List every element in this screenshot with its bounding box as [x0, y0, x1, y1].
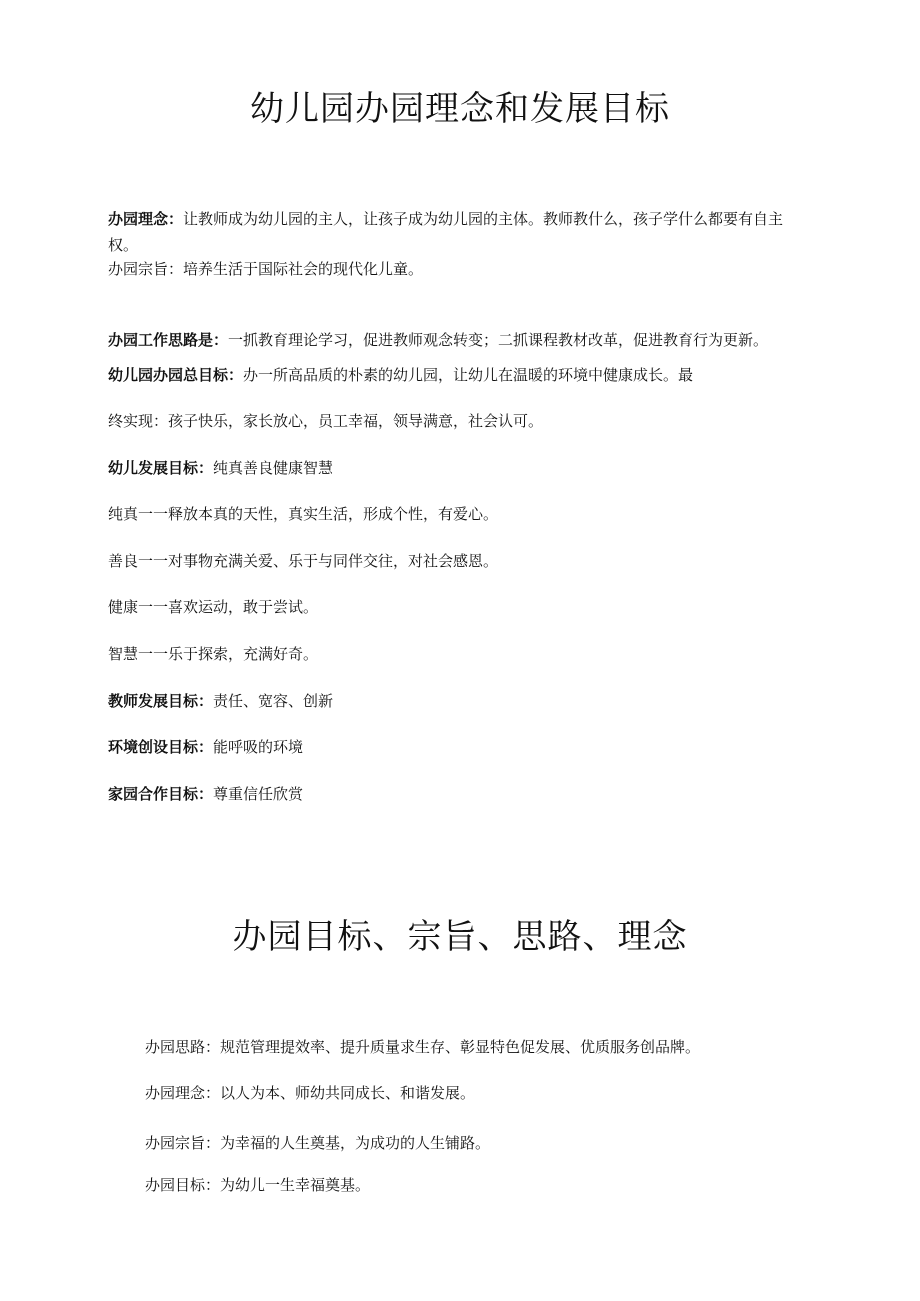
purpose-label: 办园宗旨： [108, 260, 184, 278]
pure-line: 纯真一一释放本真的天性，真实生活，形成个性，有爱心。 [108, 505, 499, 523]
child-goal-label: 幼儿发展目标： [108, 459, 214, 477]
child-goal-text: 纯真善良健康智慧 [213, 459, 334, 477]
purpose-text: 培养生活于国际社会的现代化儿童。 [183, 260, 424, 278]
home-goal-text: 尊重信任欣赏 [213, 785, 304, 803]
environment-goal-text: 能呼吸的环境 [213, 738, 304, 756]
purpose-line-2: 办园宗旨：为幸福的人生奠基，为成功的人生铺路。 [145, 1134, 491, 1152]
philosophy-paragraph [108, 206, 812, 258]
overall-goal-paragraph [108, 362, 812, 388]
wise-line: 智慧一一乐于探索，充满好奇。 [108, 645, 319, 663]
approach-paragraph [108, 327, 812, 353]
overall-goal-continuation: 终实现：孩子快乐，家长放心，员工幸福，领导满意，社会认可。 [108, 412, 544, 430]
kind-line: 善良一一对事物充满关爱、乐于与同伴交往，对社会感恩。 [108, 552, 499, 570]
environment-goal-paragraph [108, 734, 812, 760]
purpose-paragraph [108, 256, 812, 282]
approach-label: 办园工作思路是： [108, 331, 229, 349]
environment-goal-label: 环境创设目标： [108, 738, 214, 756]
philosophy-line-2: 办园理念：以人为本、师幼共同成长、和谐发展。 [145, 1084, 476, 1102]
overall-goal-text: 办一所高品质的朴素的幼儿园，让幼儿在温暖的环境中健康成长。最 [243, 366, 694, 384]
teacher-goal-paragraph [108, 688, 812, 714]
page-title: 幼儿园办园理念和发展目标 [250, 89, 670, 129]
goal-line-2: 办园目标：为幼儿一生幸福奠基。 [145, 1176, 371, 1194]
philosophy-label: 办园理念： [108, 210, 184, 228]
child-goal-paragraph [108, 455, 812, 481]
teacher-goal-label: 教师发展目标： [108, 692, 214, 710]
overall-goal-label: 幼儿园办园总目标： [108, 366, 244, 384]
home-goal-label: 家园合作目标： [108, 785, 214, 803]
teacher-goal-text: 责任、宽容、创新 [213, 692, 334, 710]
section-title: 办园目标、宗旨、思路、理念 [232, 917, 688, 957]
approach-line-2: 办园思路：规范管理提效率、提升质量求生存、彰显特色促发展、优质服务创品牌。 [145, 1038, 701, 1056]
approach-text: 一抓教育理论学习，促进教师观念转变；二抓课程教材改革，促进教育行为更新。 [228, 331, 769, 349]
home-goal-paragraph [108, 781, 812, 807]
philosophy-text: 让教师成为幼儿园的主人，让孩子成为幼儿园的主体。教师教什么，孩子学什么都要有自主权。 [108, 210, 784, 254]
healthy-line: 健康一一喜欢运动，敢于尝试。 [108, 598, 319, 616]
